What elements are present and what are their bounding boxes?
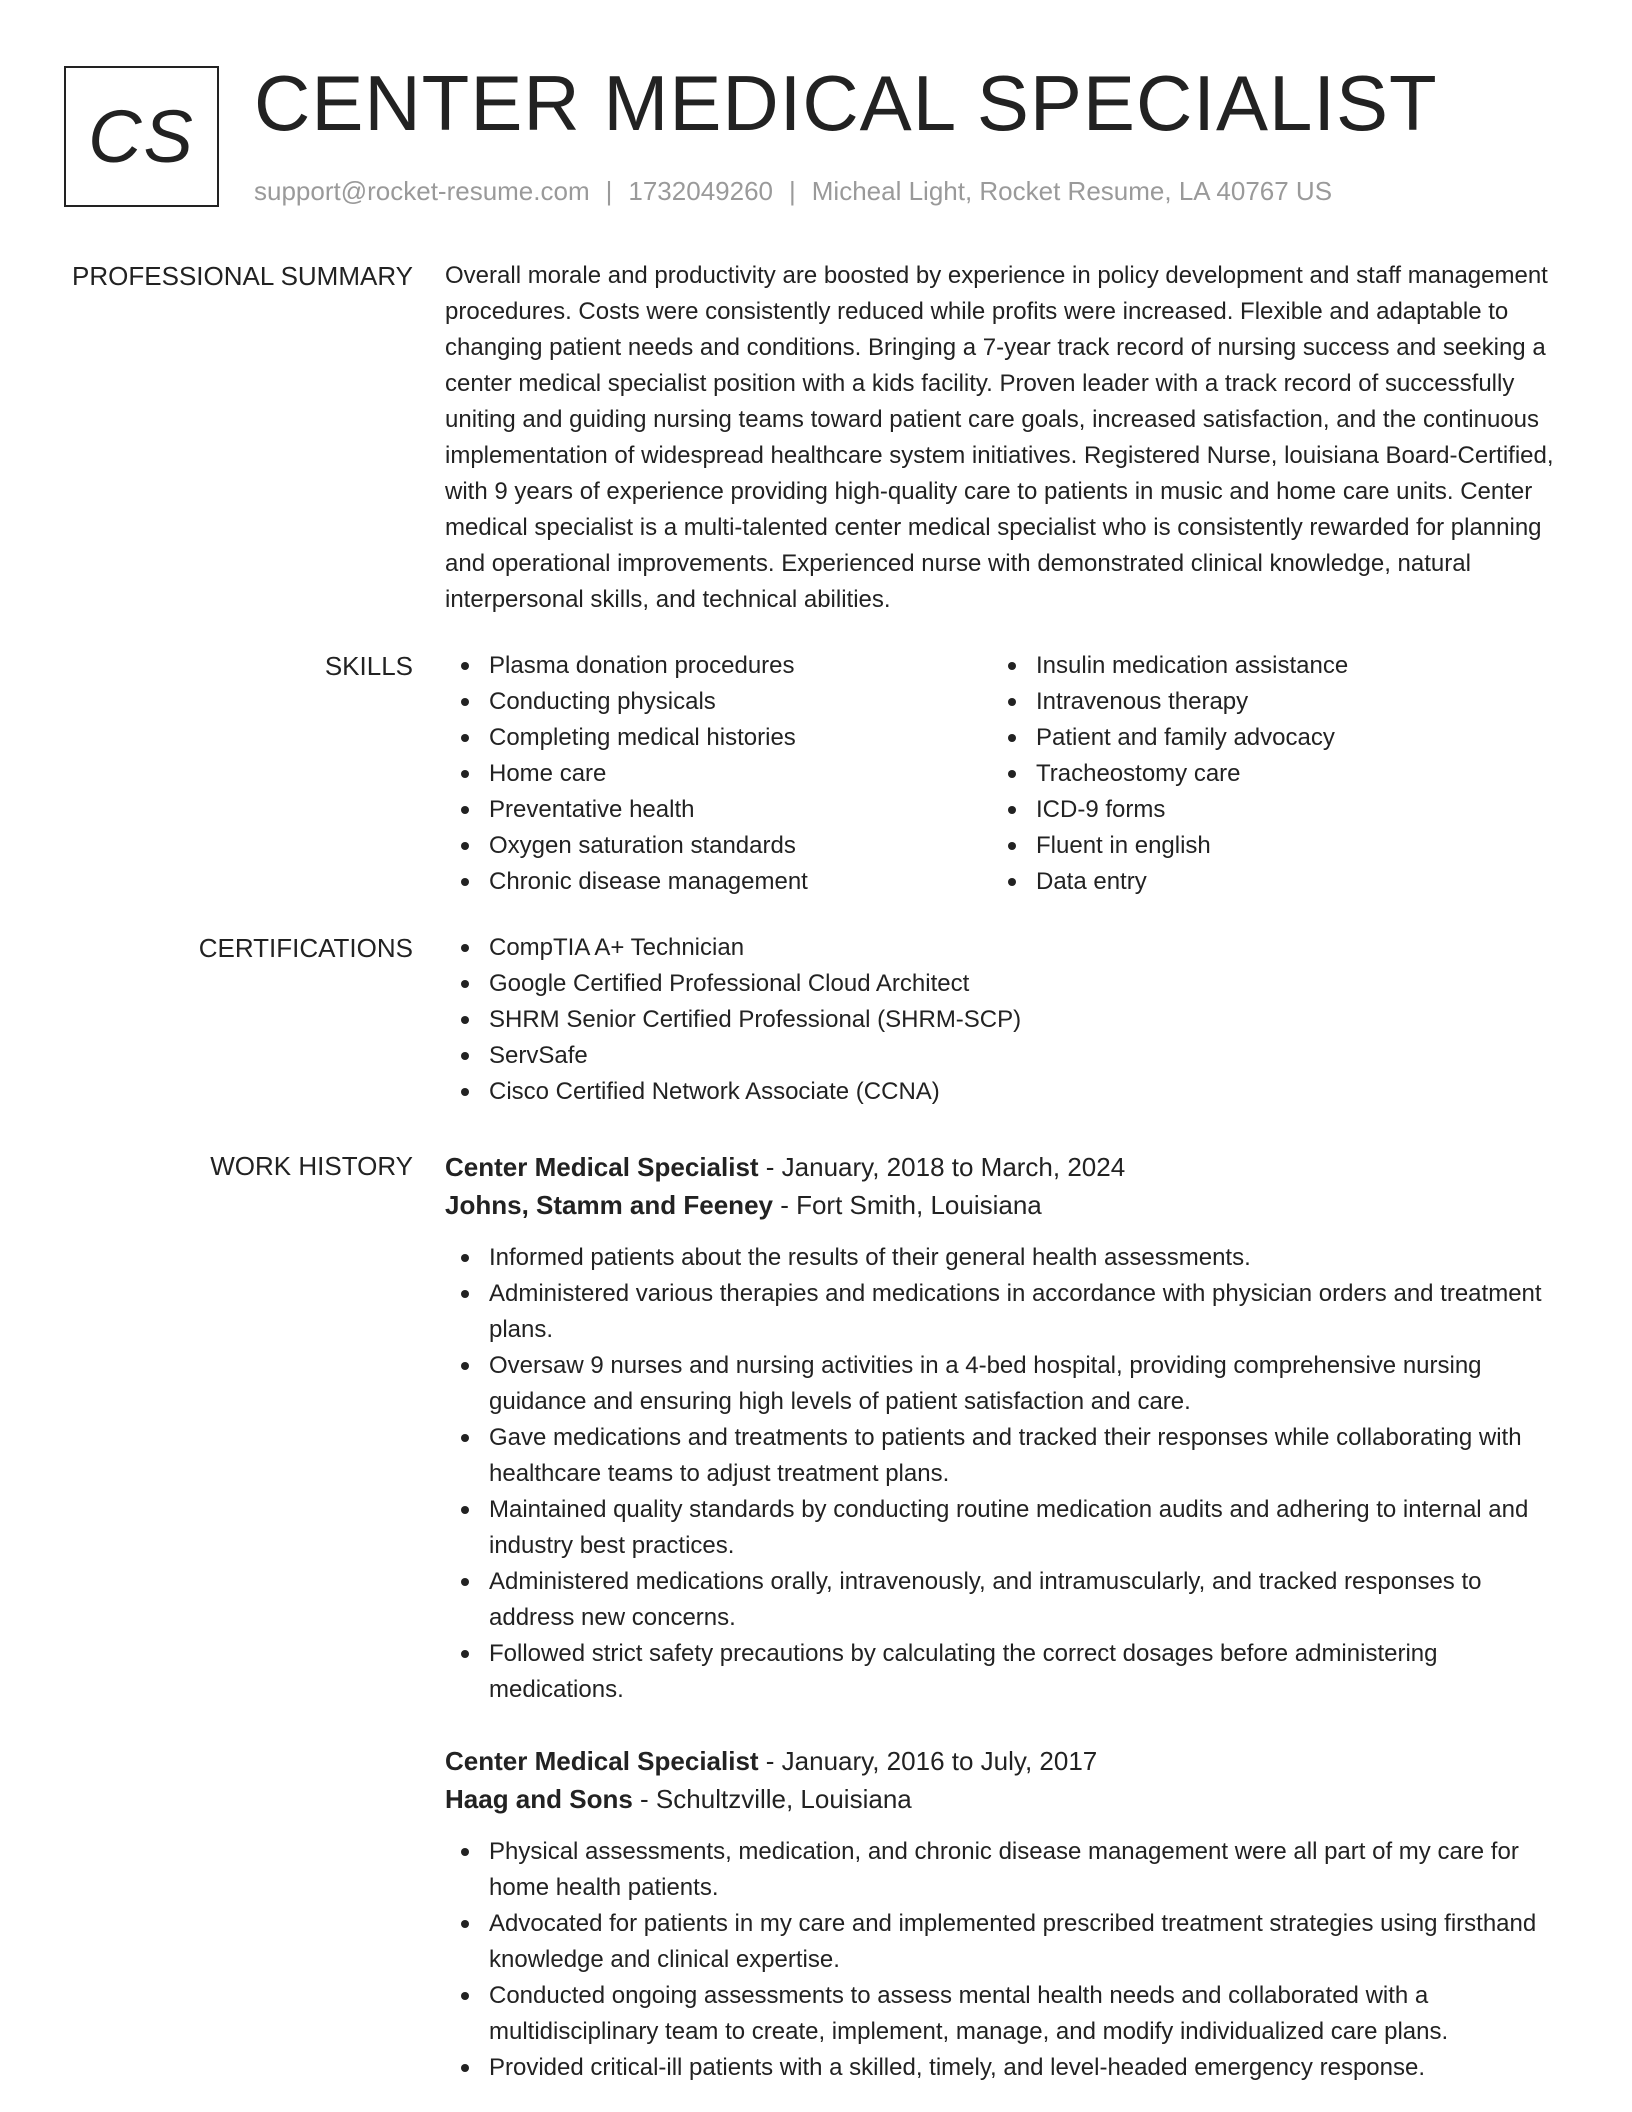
skill-item: Insulin medication assistance: [992, 648, 1539, 684]
skills-list-left: [445, 648, 992, 900]
job-bullet: Physical assessments, medication, and chronic disease management were all part of my care for home health patients.: [445, 1834, 1555, 1906]
monogram-logo: CS: [64, 66, 219, 207]
job-bullet: Gave medications and treatments to patients and tracked their responses while collaborating with healthcare teams to adjust treatment plans.: [445, 1420, 1555, 1492]
skill-item: Patient and family advocacy: [992, 720, 1539, 756]
job-entry: [445, 1742, 1555, 2086]
job-bullet: Followed strict safety precautions by calculating the correct dosages before administering medications.: [445, 1636, 1555, 1708]
job-location: - Schultzville, Louisiana: [632, 1784, 912, 1814]
resume-title: CENTER MEDICAL SPECIALIST: [254, 59, 1438, 147]
certification-item: ServSafe: [445, 1038, 1555, 1074]
skill-item: Oxygen saturation standards: [445, 828, 992, 864]
skill-item: Chronic disease management: [445, 864, 992, 900]
summary-body: [445, 258, 1555, 618]
job-bullet: Administered medications orally, intravenously, and intramuscularly, and tracked responses to address new concerns.: [445, 1564, 1555, 1636]
certification-item: CompTIA A+ Technician: [445, 930, 1555, 966]
contact-email[interactable]: support@rocket-resume.com: [254, 176, 590, 206]
skill-item: Intravenous therapy: [992, 684, 1539, 720]
certifications-list: [445, 930, 1555, 1110]
job-bullet: Conducted ongoing assessments to assess mental health needs and collaborated with a multidisciplinary team to create, implement, manage, and modify individualized care plans.: [445, 1978, 1555, 2050]
work-history-body: [445, 1148, 1555, 2086]
certification-item: Cisco Certified Network Associate (CCNA): [445, 1074, 1555, 1110]
job-company: Johns, Stamm and Feeney: [445, 1190, 773, 1220]
skill-item: Fluent in english: [992, 828, 1539, 864]
certification-item: SHRM Senior Certified Professional (SHRM-SCP): [445, 1002, 1555, 1038]
section-label-summary: PROFESSIONAL SUMMARY: [72, 261, 413, 291]
job-bullet: Provided critical-ill patients with a skilled, timely, and level-headed emergency response.: [445, 2050, 1555, 2086]
certification-item: Google Certified Professional Cloud Architect: [445, 966, 1555, 1002]
job-company-line: [445, 1186, 1555, 1224]
job-dates: - January, 2016 to July, 2017: [758, 1746, 1098, 1776]
skills-list-right: [992, 648, 1539, 900]
skills-body: [445, 648, 1555, 900]
job-bullets: [445, 1834, 1555, 2086]
skill-item: ICD-9 forms: [992, 792, 1539, 828]
summary-text: Overall morale and productivity are boosted by experience in policy development and staff management procedures. Costs were consistently reduced while profits were increased. Flexible and adaptable to changing patient needs and conditions. Bringing a 7-year track record of nursing success and seeking a center medical specialist position with a kids facility. Proven leader with a track record of successfully uniting and guiding nursing teams toward patient care goals, increased satisfaction, and the continuous implementation of widespread healthcare system initiatives. Registered Nurse, louisiana Board-Certified, with 9 years of experience providing high-quality care to patients in music and home care units. Center medical specialist is a multi-talented center medical specialist who is consistently rewarded for planning and operational improvements. Experienced nurse with demonstrated clinical knowledge, natural interpersonal skills, and technical abilities.: [445, 262, 1554, 613]
skill-item: Plasma donation procedures: [445, 648, 992, 684]
job-title: Center Medical Specialist: [445, 1746, 759, 1776]
skill-item: Data entry: [992, 864, 1539, 900]
job-title: Center Medical Specialist: [445, 1152, 759, 1182]
job-bullet: Oversaw 9 nurses and nursing activities in a 4-bed hospital, providing comprehensive nursing guidance and ensuring high levels of patient satisfaction and care.: [445, 1348, 1555, 1420]
job-entry: [445, 1148, 1555, 1708]
contact-separator: |: [789, 176, 796, 206]
job-dates: - January, 2018 to March, 2024: [758, 1152, 1126, 1182]
section-label-skills: SKILLS: [324, 651, 413, 681]
skill-item: Completing medical histories: [445, 720, 992, 756]
job-location: - Fort Smith, Louisiana: [772, 1190, 1042, 1220]
contact-line: [254, 174, 1332, 208]
job-bullets: [445, 1240, 1555, 1708]
contact-separator: |: [605, 176, 613, 206]
section-label-work-history: WORK HISTORY: [210, 1151, 413, 1181]
certifications-body: [445, 930, 1555, 1110]
skill-item: Conducting physicals: [445, 684, 992, 720]
job-bullet: Informed patients about the results of their general health assessments.: [445, 1240, 1555, 1276]
job-title-line: [445, 1742, 1555, 1780]
job-bullet: Maintained quality standards by conducting routine medication audits and adhering to internal and industry best practices.: [445, 1492, 1555, 1564]
skill-item: Tracheostomy care: [992, 756, 1539, 792]
job-bullet: Administered various therapies and medications in accordance with physician orders and treatment plans.: [445, 1276, 1555, 1348]
contact-phone[interactable]: 1732049260: [628, 176, 773, 206]
skill-item: Preventative health: [445, 792, 992, 828]
section-label-certifications: CERTIFICATIONS: [198, 933, 413, 963]
skill-item: Home care: [445, 756, 992, 792]
job-title-line: [445, 1148, 1555, 1186]
contact-address: Micheal Light, Rocket Resume, LA 40767 US: [811, 176, 1333, 206]
job-company-line: [445, 1780, 1555, 1818]
job-company: Haag and Sons: [445, 1784, 633, 1814]
job-bullet: Advocated for patients in my care and implemented prescribed treatment strategies using firsthand knowledge and clinical expertise.: [445, 1906, 1555, 1978]
